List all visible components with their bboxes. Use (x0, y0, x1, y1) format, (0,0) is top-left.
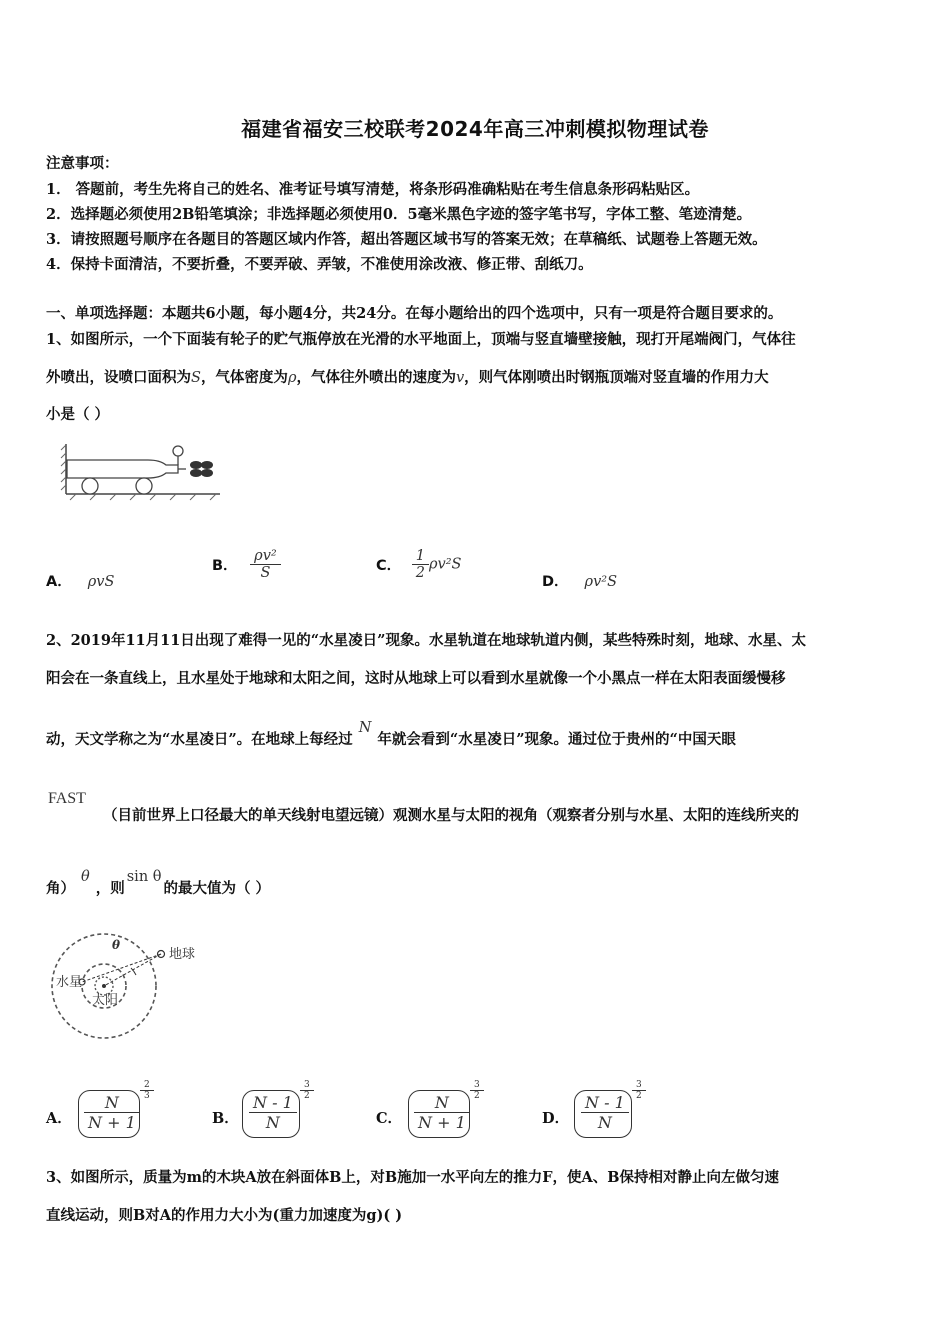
q2-option-b[interactable]: B． $\frac{N - 1}{N}$ $\frac{3}{2}$ (212, 1080, 352, 1142)
q1-option-a[interactable]: A． ρvS (46, 574, 115, 590)
notice-heading: 注意事项： (46, 155, 119, 172)
q2-text: 动，天文学称之为“水星凌日”。在地球上每经过N年就会看到“水星凌日”现象。通过位于贵州的“中国天眼 (46, 720, 736, 748)
theta-label: θ (112, 938, 121, 952)
q1-text: 1、如图所示，一个下面装有轮子的贮气瓶停放在光滑的水平地面上，顶端与竖直墙壁接触，现打开尾端阀门，气体往 (46, 331, 796, 348)
section-heading: 一、单项选择题：本题共6小题，每小题4分，共24分。在每小题给出的四个选项中，只有一项是符合题目要求的。 (46, 305, 783, 322)
q2-text: 阳会在一条直线上，且水星处于地球和太阳之间，这时从地球上可以看到水星就像一个小黑点一样在太阳表面缓慢移 (46, 670, 786, 687)
q2-option-c[interactable]: C． $\frac{N}{N + 1}$ $\frac{3}{2}$ (376, 1080, 516, 1142)
notice-item: 4．保持卡面清洁，不要折叠，不要弄破、弄皱，不准使用涂改液、修正带、刮纸刀。 (46, 256, 593, 273)
orbit-diagram (48, 922, 208, 1052)
q2-text: 角）θ，则sin θ的最大值为（ ） (46, 869, 271, 897)
earth-label: 地球 (169, 947, 196, 962)
gas-cylinder-figure (60, 438, 225, 503)
q3-text: 直线运动，则B对A的作用力大小为(重力加速度为g)( ) (46, 1207, 403, 1224)
q1-option-c[interactable]: C． $\frac{1}{2}$ ρv²S (376, 548, 462, 581)
q1-option-d[interactable]: D． ρv²S (542, 574, 618, 590)
notice-item: 1． 答题前，考生先将自己的姓名、准考证号填写清楚，将条形码准确粘贴在考生信息条形码粘贴区。 (46, 181, 700, 198)
q3-text: 3、如图所示，质量为m的木块A放在斜面体B上，对B施加一水平向左的推力F，使A、B保持相对静止向左做匀速 (46, 1169, 779, 1186)
q1-option-b[interactable]: B． $\frac{\text{ρv²}}{S}$ (212, 548, 281, 581)
q1-text: 小是（ ） (46, 406, 110, 423)
notice-item: 3．请按照题号顺序在各题目的答题区域内作答，超出答题区域书写的答案无效；在草稿纸、试题卷上答题无效。 (46, 231, 767, 248)
q2-text: 2、2019年11月11日出现了难得一见的“水星凌日”现象。水星轨道在地球轨道内侧，某些特殊时刻，地球、水星、太 (46, 632, 806, 649)
page-title: 福建省福安三校联考2024年高三冲刺模拟物理试卷 (241, 117, 709, 141)
sun-label: 太阳 (92, 993, 119, 1008)
fast-label: FAST (48, 790, 86, 807)
q2-option-d[interactable]: D． $\frac{N - 1}{N}$ $\frac{3}{2}$ (542, 1080, 682, 1142)
q2-option-a[interactable]: A． $\frac{N}{N + 1}$ $\frac{2}{3}$ (46, 1080, 186, 1142)
q2-text: （目前世界上口径最大的单天线射电望远镜）观测水星与太阳的视角（观察者分别与水星、太阳的连线所夹的 (103, 807, 799, 824)
mercury-label: 水星 (56, 975, 83, 990)
q1-text: 外喷出，设喷口面积为S，气体密度为ρ，气体往外喷出的速度为v，则气体刚喷出时钢瓶顶端对竖直墙的作用力大 (46, 369, 769, 386)
notice-item: 2．选择题必须使用2B铅笔填涂；非选择题必须使用0．5毫米黑色字迹的签字笔书写，字体工整、笔迹清楚。 (46, 206, 752, 223)
